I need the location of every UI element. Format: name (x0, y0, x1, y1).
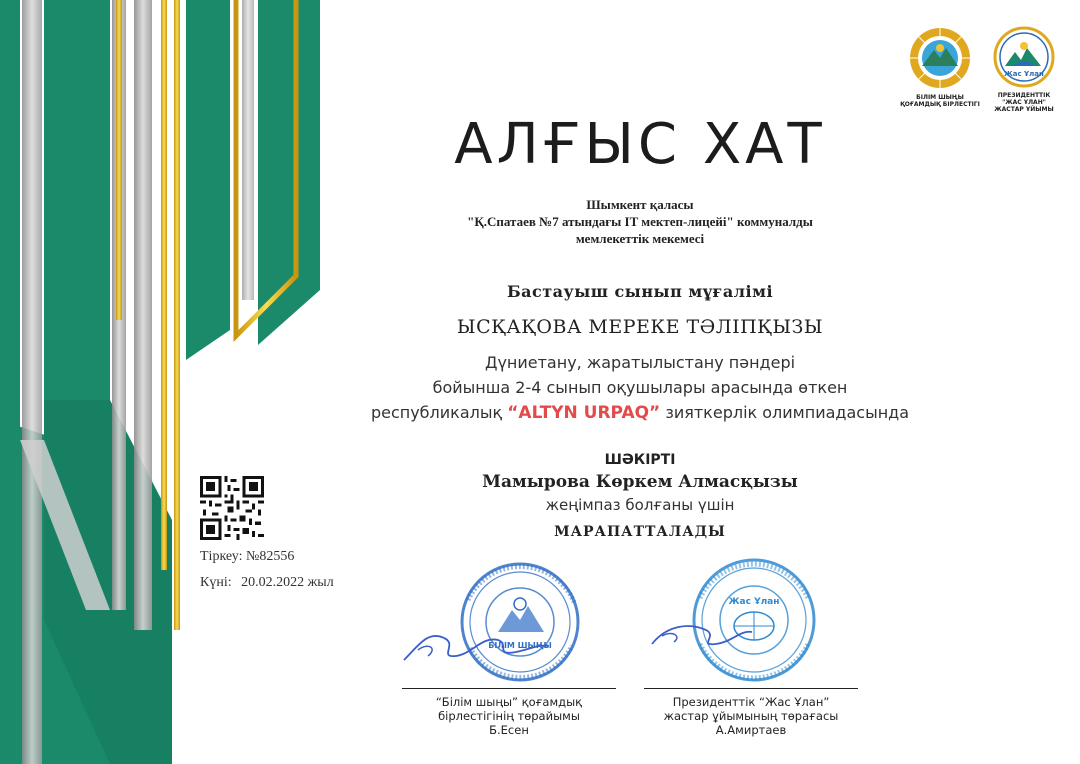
bilim-stamp-text: БІЛІМ ШЫҢЫ (488, 641, 552, 650)
organization-name: "Қ.Спатаев №7 атындағы IT мектеп-лицейі" коммуналды (467, 214, 813, 229)
signature-right-line1: Президенттік “Жас Ұлан” (672, 695, 830, 709)
awarded-text: МАРАПАТТАЛАДЫ (554, 524, 726, 540)
signature-left (402, 688, 616, 737)
description-prefix: республикалық (370, 403, 503, 422)
recipient-role: Бастауыш сынып мұғалімі (506, 282, 774, 301)
qr-code[interactable] (200, 476, 264, 540)
organization-type: мемлекеттік мекемесі (575, 231, 705, 246)
bilim-logo-line1: БІЛІМ ШЫҢЫ (916, 94, 964, 101)
signature-right (644, 688, 858, 737)
bilim-logo-line2: ҚОҒАМДЫҚ БІРЛЕСТІГІ (900, 101, 980, 108)
organization-city: Шымкент қаласы (586, 197, 694, 212)
olympiad-name: “ALTYN URPAQ” (507, 403, 661, 423)
signature-right-line2: жастар ұйымының төрағасы (663, 709, 839, 723)
jas-ulan-logo-block (986, 26, 1062, 113)
jas-stamp-text: Жас Ұлан (728, 597, 780, 607)
jas-ulan-stamp (648, 556, 838, 690)
jas-logo-line1: ПРЕЗИДЕНТТІК (997, 92, 1051, 99)
recipient-name: ЫСҚАҚОВА МЕРЕКЕ ТӘЛІПҚЫЗЫ (456, 316, 824, 338)
date-value: 20.02.2022 жыл (241, 575, 334, 590)
student-label: ШӘКІРТІ (604, 452, 676, 468)
description-block (320, 350, 960, 426)
bilim-shyny-logo-block (900, 26, 980, 108)
jas-logo-line3: ЖАСТАР ҰЙЫМЫ (994, 106, 1054, 113)
description-line1: Дүниетану, жаратылыстану пәндері (484, 353, 796, 372)
registration-value: №82556 (245, 549, 295, 564)
description-line2: бойынша 2-4 сынып оқушылары арасында өткен (432, 378, 848, 397)
student-name: Мамырова Көркем Алмасқызы (482, 472, 798, 492)
signature-right-name: А.Амиртаев (715, 723, 787, 737)
registration-date (200, 575, 334, 591)
certificate-title: АЛҒЫС ХАТ (454, 112, 826, 177)
date-label: Күні: (200, 575, 232, 590)
organization-block (320, 196, 960, 247)
description-line3 (320, 400, 960, 426)
signature-left-line1: “Білім шыңы” қоғамдық (435, 695, 583, 709)
jas-ulan-emblem-icon (993, 26, 1055, 88)
registration-label: Тіркеу: (200, 549, 243, 564)
bilim-shyny-stamp (398, 560, 588, 690)
student-reason: жеңімпаз болғаны үшін (545, 496, 735, 514)
registration-number (200, 549, 294, 565)
jas-logo-line2: "ЖАС ҰЛАН" (1002, 99, 1046, 106)
description-suffix: зияткерлік олимпиадасында (665, 403, 910, 422)
jas-ulan-emblem-text: Жас Ұлан (1004, 70, 1044, 78)
signature-left-name: Б.Есен (489, 723, 529, 737)
bilim-shyny-emblem-icon (908, 26, 972, 90)
signature-left-line2: бірлестігінің төрайымы (438, 709, 580, 723)
